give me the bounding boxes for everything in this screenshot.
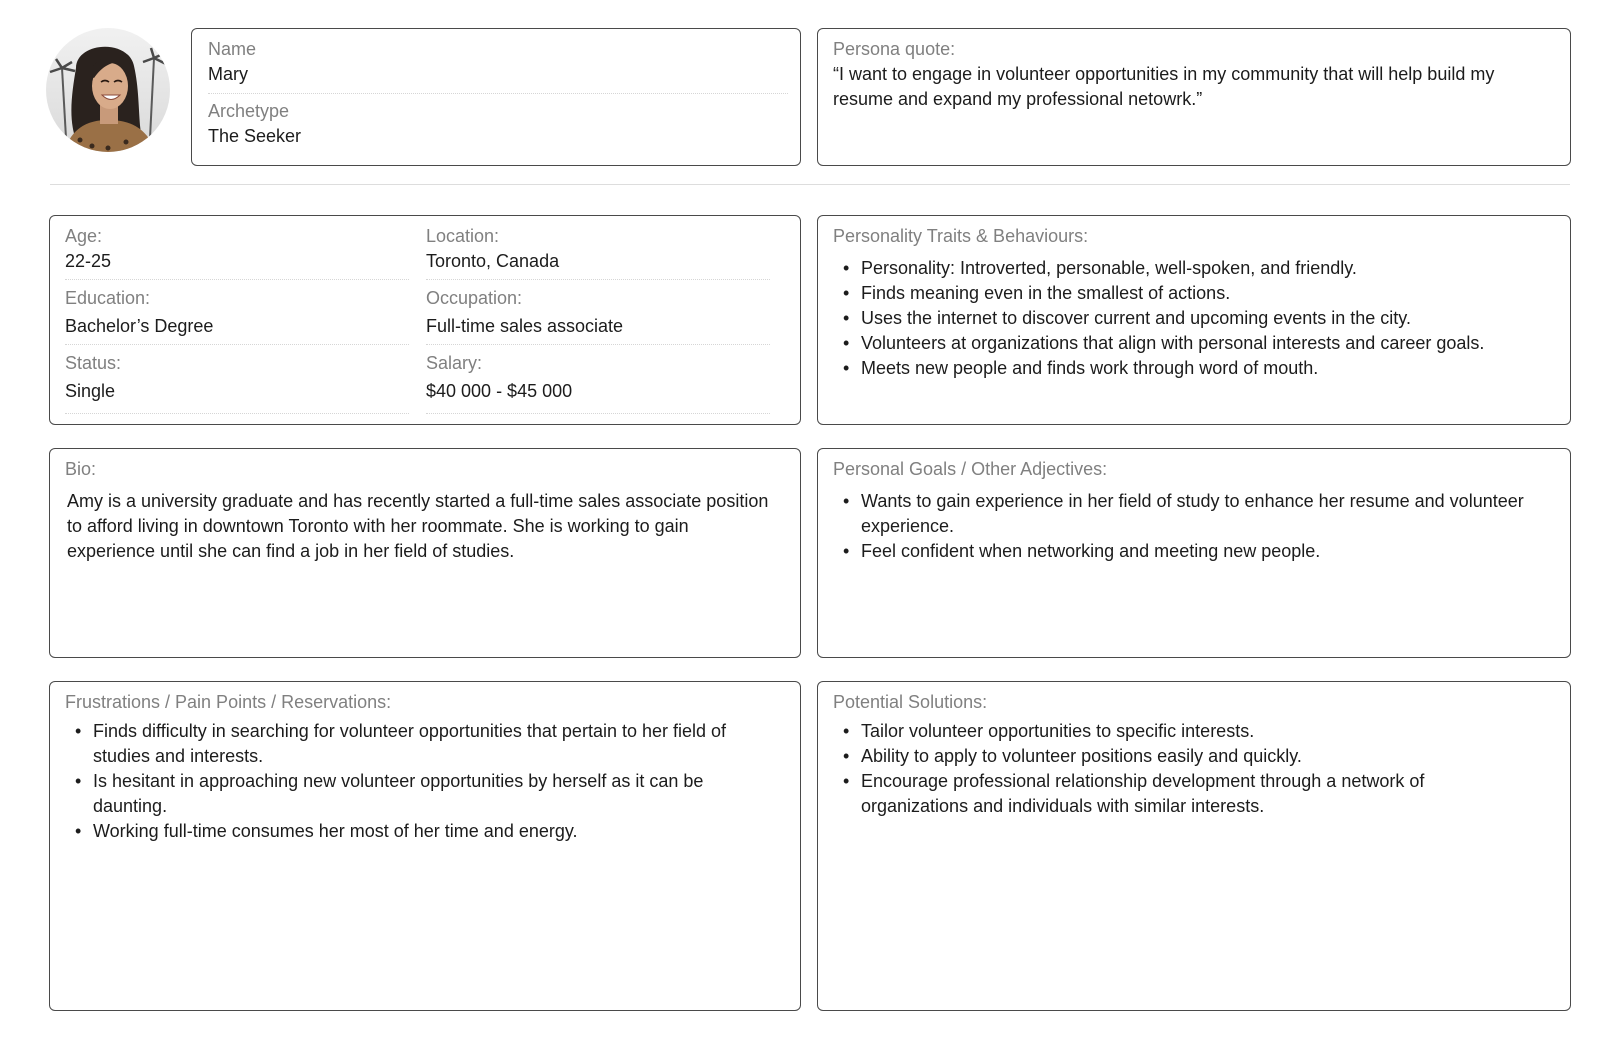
location-label: Location: [426,226,500,246]
divider [65,413,409,414]
persona-quote: “I want to engage in volunteer opportunities in my community that will help build my resume and expand my professional netowrk.” [833,64,1495,109]
age-label: Age: [65,226,103,246]
name-label: Name [208,39,257,59]
list-item: • Wants to gain experience in her field of study to enhance her resume and volunteer experience. [833,489,1550,539]
list-item: • Tailor volunteer opportunities to specific interests. [833,719,1460,744]
list-item: • Uses the internet to discover current and upcoming events in the city. [833,306,1550,331]
education-value: Bachelor’s Degree [65,316,214,336]
bio-label: Bio: [65,459,97,479]
status-label: Status: [65,353,122,373]
list-item: • Finds difficulty in searching for volunteer opportunities that pertain to her field of studies and interests. [65,719,770,769]
divider [426,344,770,345]
salary-value: $40 000 - $45 000 [426,381,573,401]
frustrations-card [49,681,801,1011]
traits-label: Personality Traits & Behaviours: [833,226,1089,246]
education-label: Education: [65,288,151,308]
occupation-label: Occupation: [426,288,523,308]
location-value: Toronto, Canada [426,251,560,271]
list-item: • Finds meaning even in the smallest of actions. [833,281,1550,306]
persona-quote-card [817,28,1571,166]
frustrations-list [65,719,770,844]
list-item: • Volunteers at organizations that align with personal interests and career goals. [833,331,1550,356]
divider [65,344,409,345]
list-item: • Feel confident when networking and meeting new people. [833,539,1550,564]
divider [65,279,409,280]
section-divider [50,184,1570,185]
demographics-card [49,215,801,425]
divider [426,413,770,414]
persona-archetype: The Seeker [208,126,302,146]
list-item: • Encourage professional relationship development through a network of organizations and individuals with similar interests. [833,769,1460,819]
persona-avatar [46,28,170,152]
bio-text: Amy is a university graduate and has recently started a full-time sales associate position to afford living in downtown Toronto with her roommate. She is working to gain experience until she can find a job in her field of studies. [67,491,769,561]
list-item: • Working full-time consumes her most of her time and energy. [65,819,770,844]
occupation-value: Full-time sales associate [426,316,624,336]
goals-label: Personal Goals / Other Adjectives: [833,459,1108,479]
list-item: • Is hesitant in approaching new volunteer opportunities by herself as it can be daunting. [65,769,770,819]
age-value: 22-25 [65,251,112,271]
traits-list [833,256,1550,381]
status-value: Single [65,381,116,401]
list-item: • Ability to apply to volunteer positions easily and quickly. [833,744,1460,769]
solutions-label: Potential Solutions: [833,692,988,712]
solutions-list [833,719,1460,819]
quote-label: Persona quote: [833,39,956,59]
personality-traits-card [817,215,1571,425]
bio-card [49,448,801,658]
name-archetype-card [191,28,801,166]
salary-label: Salary: [426,353,483,373]
archetype-label: Archetype [208,101,290,121]
list-item: • Meets new people and finds work through word of mouth. [833,356,1550,381]
potential-solutions-card [817,681,1571,1011]
divider [208,93,788,94]
divider [426,279,770,280]
goals-list [833,489,1550,564]
list-item: • Personality: Introverted, personable, well-spoken, and friendly. [833,256,1550,281]
persona-name: Mary [208,64,248,84]
personal-goals-card [817,448,1571,658]
frustrations-label: Frustrations / Pain Points / Reservations: [65,692,392,712]
